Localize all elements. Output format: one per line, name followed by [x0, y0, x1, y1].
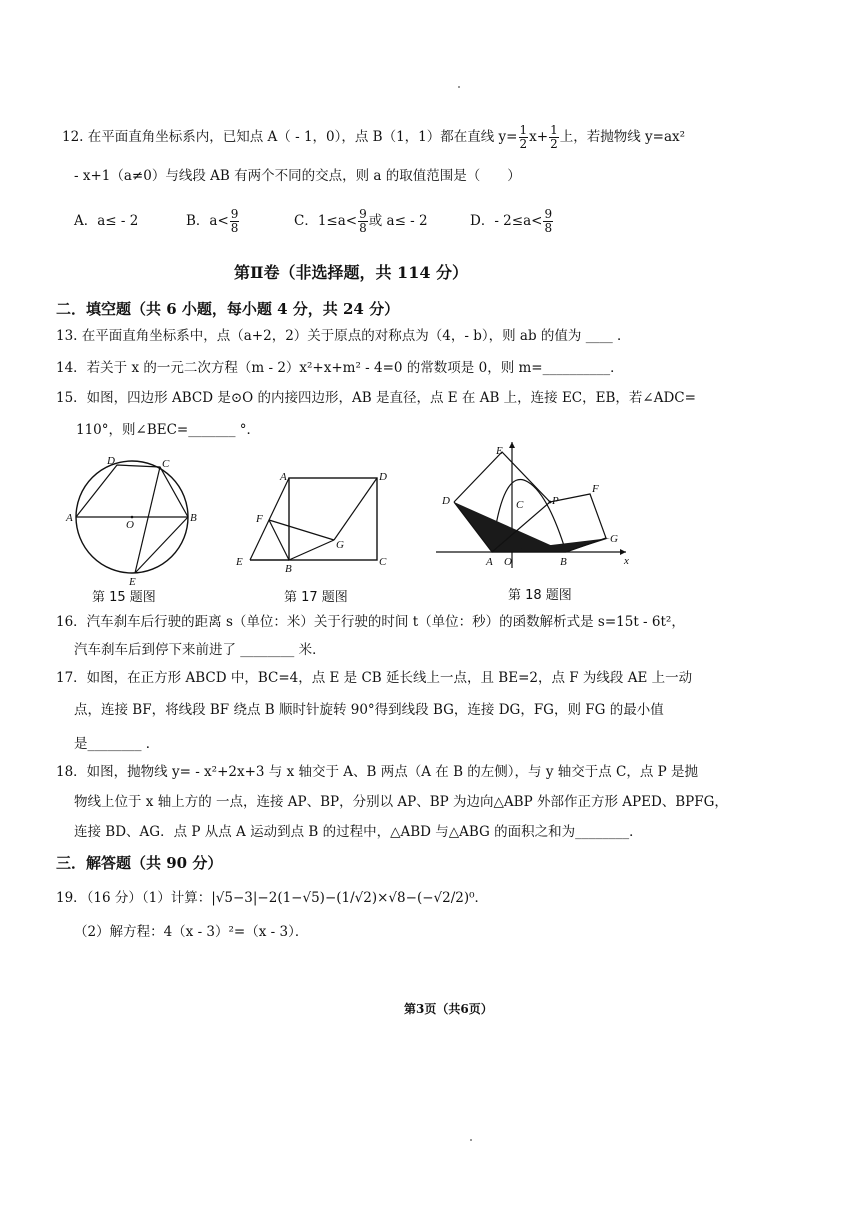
q18-line3: 连接 BD、AG．点 P 从点 A 运动到点 B 的过程中，△ABD 与△ABG 的面积之和为________． — [74, 824, 643, 840]
q14: 14．若关于 x 的一元二次方程（m - 2）x²+x+m² - 4=0 的常数项是 0，则 m=__________． — [56, 360, 624, 376]
q15-line2: 110°，则∠BEC=_______ °． — [76, 422, 261, 438]
q12-option-a: A．a≤ - 2 — [74, 213, 139, 229]
fig17-label-e: E — [236, 556, 243, 568]
fig15-label-a: A — [66, 512, 73, 524]
fig17-label-a: A — [280, 471, 287, 483]
q17-line3: 是________ ． — [74, 736, 160, 752]
fig18-label-d: D — [442, 495, 450, 507]
q16-line2: 汽车刹车后到停下来前进了 ________ 米． — [74, 642, 326, 658]
q12-option-d: D．- 2≤a< $\frac{9}{8}$ — [470, 207, 553, 235]
scan-speck — [470, 1139, 472, 1141]
fig18-label-g: G — [610, 533, 618, 545]
q16-line1: 16．汽车刹车后行驶的距离 s（单位：米）关于行驶的时间 t（单位：秒）的函数解析式是 s=15t - 6t²， — [56, 614, 685, 630]
figure-18-parabola-diagram — [430, 438, 636, 580]
fig18-label-f: F — [592, 483, 599, 495]
fig17-caption: 第 17 题图 — [284, 590, 348, 605]
fig18-label-p: P — [552, 495, 559, 507]
fig18-label-c: C — [516, 499, 524, 511]
fig15-label-d: D — [107, 455, 115, 467]
q12-options — [74, 208, 554, 235]
fig17-label-c: C — [379, 556, 387, 568]
fig15-label-e: E — [129, 576, 136, 587]
fig15-label-c: C — [162, 458, 170, 470]
fraction-half: $\frac{1}{2}$ — [519, 123, 528, 151]
fig18-label-b: B — [560, 556, 567, 568]
q12-line1 — [62, 124, 685, 151]
page-footer: 第3页（共6页） — [404, 1002, 493, 1016]
q12-option-c: C．1≤a< $\frac{9}{8}$ 或 a≤ - 2 — [294, 207, 428, 235]
q12-option-b: B．a< $\frac{9}{8}$ — [186, 207, 239, 235]
q12-text-a: 12. 在平面直角坐标系内，已知点 A（ - 1，0），点 B（1，1）都在直线 y= — [62, 129, 518, 145]
fig17-label-g: G — [336, 539, 344, 551]
fig18-label-o: O — [504, 556, 512, 568]
fig15-label-o: O — [126, 519, 134, 531]
fig17-label-d: D — [379, 471, 387, 483]
q19-line2: （2）解方程：4（x - 3）²=（x - 3）． — [74, 924, 309, 940]
fig18-label-a: A — [486, 556, 493, 568]
fig18-label-x: x — [624, 555, 629, 567]
q12-text-c: 上，若抛物线 y=ax² — [559, 129, 686, 145]
fig17-label-b: B — [285, 563, 292, 575]
fig17-label-f: F — [256, 513, 263, 525]
q12-text-b: x+ — [529, 129, 549, 145]
section3-title: 三．解答题（共 90 分） — [56, 854, 223, 872]
q12-line2: - x+1（a≠0）与线段 AB 有两个不同的交点，则 a 的取值范围是（ ） — [74, 168, 521, 184]
fraction-half: $\frac{1}{2}$ — [550, 123, 558, 151]
section2-title: 二．填空题（共 6 小题，每小题 4 分，共 24 分） — [56, 300, 400, 318]
fig18-label-e: E — [496, 445, 503, 457]
q13: 13. 在平面直角坐标系中，点（a+2，2）关于原点的对称点为（4，- b），则 ab 的值为 ____ ． — [56, 328, 631, 344]
q17-line2: 点，连接 BF，将线段 BF 绕点 B 顺时针旋转 90°得到线段 BG，连接 DG，FG，则 FG 的最小值 — [74, 702, 664, 718]
fig15-caption: 第 15 题图 — [92, 590, 156, 605]
part2-title: 第Ⅱ卷（非选择题，共 114 分） — [234, 263, 469, 282]
q17-line1: 17．如图，在正方形 ABCD 中，BC=4，点 E 是 CB 延长线上一点，且 BE=2，点 F 为线段 AE 上一动 — [56, 670, 693, 686]
figure-17-square-diagram — [232, 462, 400, 580]
fig18-caption: 第 18 题图 — [508, 588, 572, 603]
q18-line2: 物线上位于 x 轴上方的 一点，连接 AP、BP，分别以 AP、BP 为边向△ABP 外部作正方形 APED、BPFG， — [74, 794, 728, 810]
q19-line1: 19．（16 分）（1）计算：|√5−3|−2(1−√5)−(1/√2)×√8−(−√2/2)⁰． — [56, 890, 489, 906]
fig15-label-b: B — [190, 512, 197, 524]
q18-line1: 18．如图，抛物线 y= - x²+2x+3 与 x 轴交于 A、B 两点（A 在 B 的左侧），与 y 轴交于点 C，点 P 是抛 — [56, 764, 699, 780]
q15-line1: 15．如图，四边形 ABCD 是⊙O 的内接四边形，AB 是直径，点 E 在 AB 上，连接 EC，EB，若∠ADC= — [56, 390, 696, 406]
scan-speck — [458, 86, 460, 88]
figure-15-circle-diagram — [62, 455, 202, 587]
